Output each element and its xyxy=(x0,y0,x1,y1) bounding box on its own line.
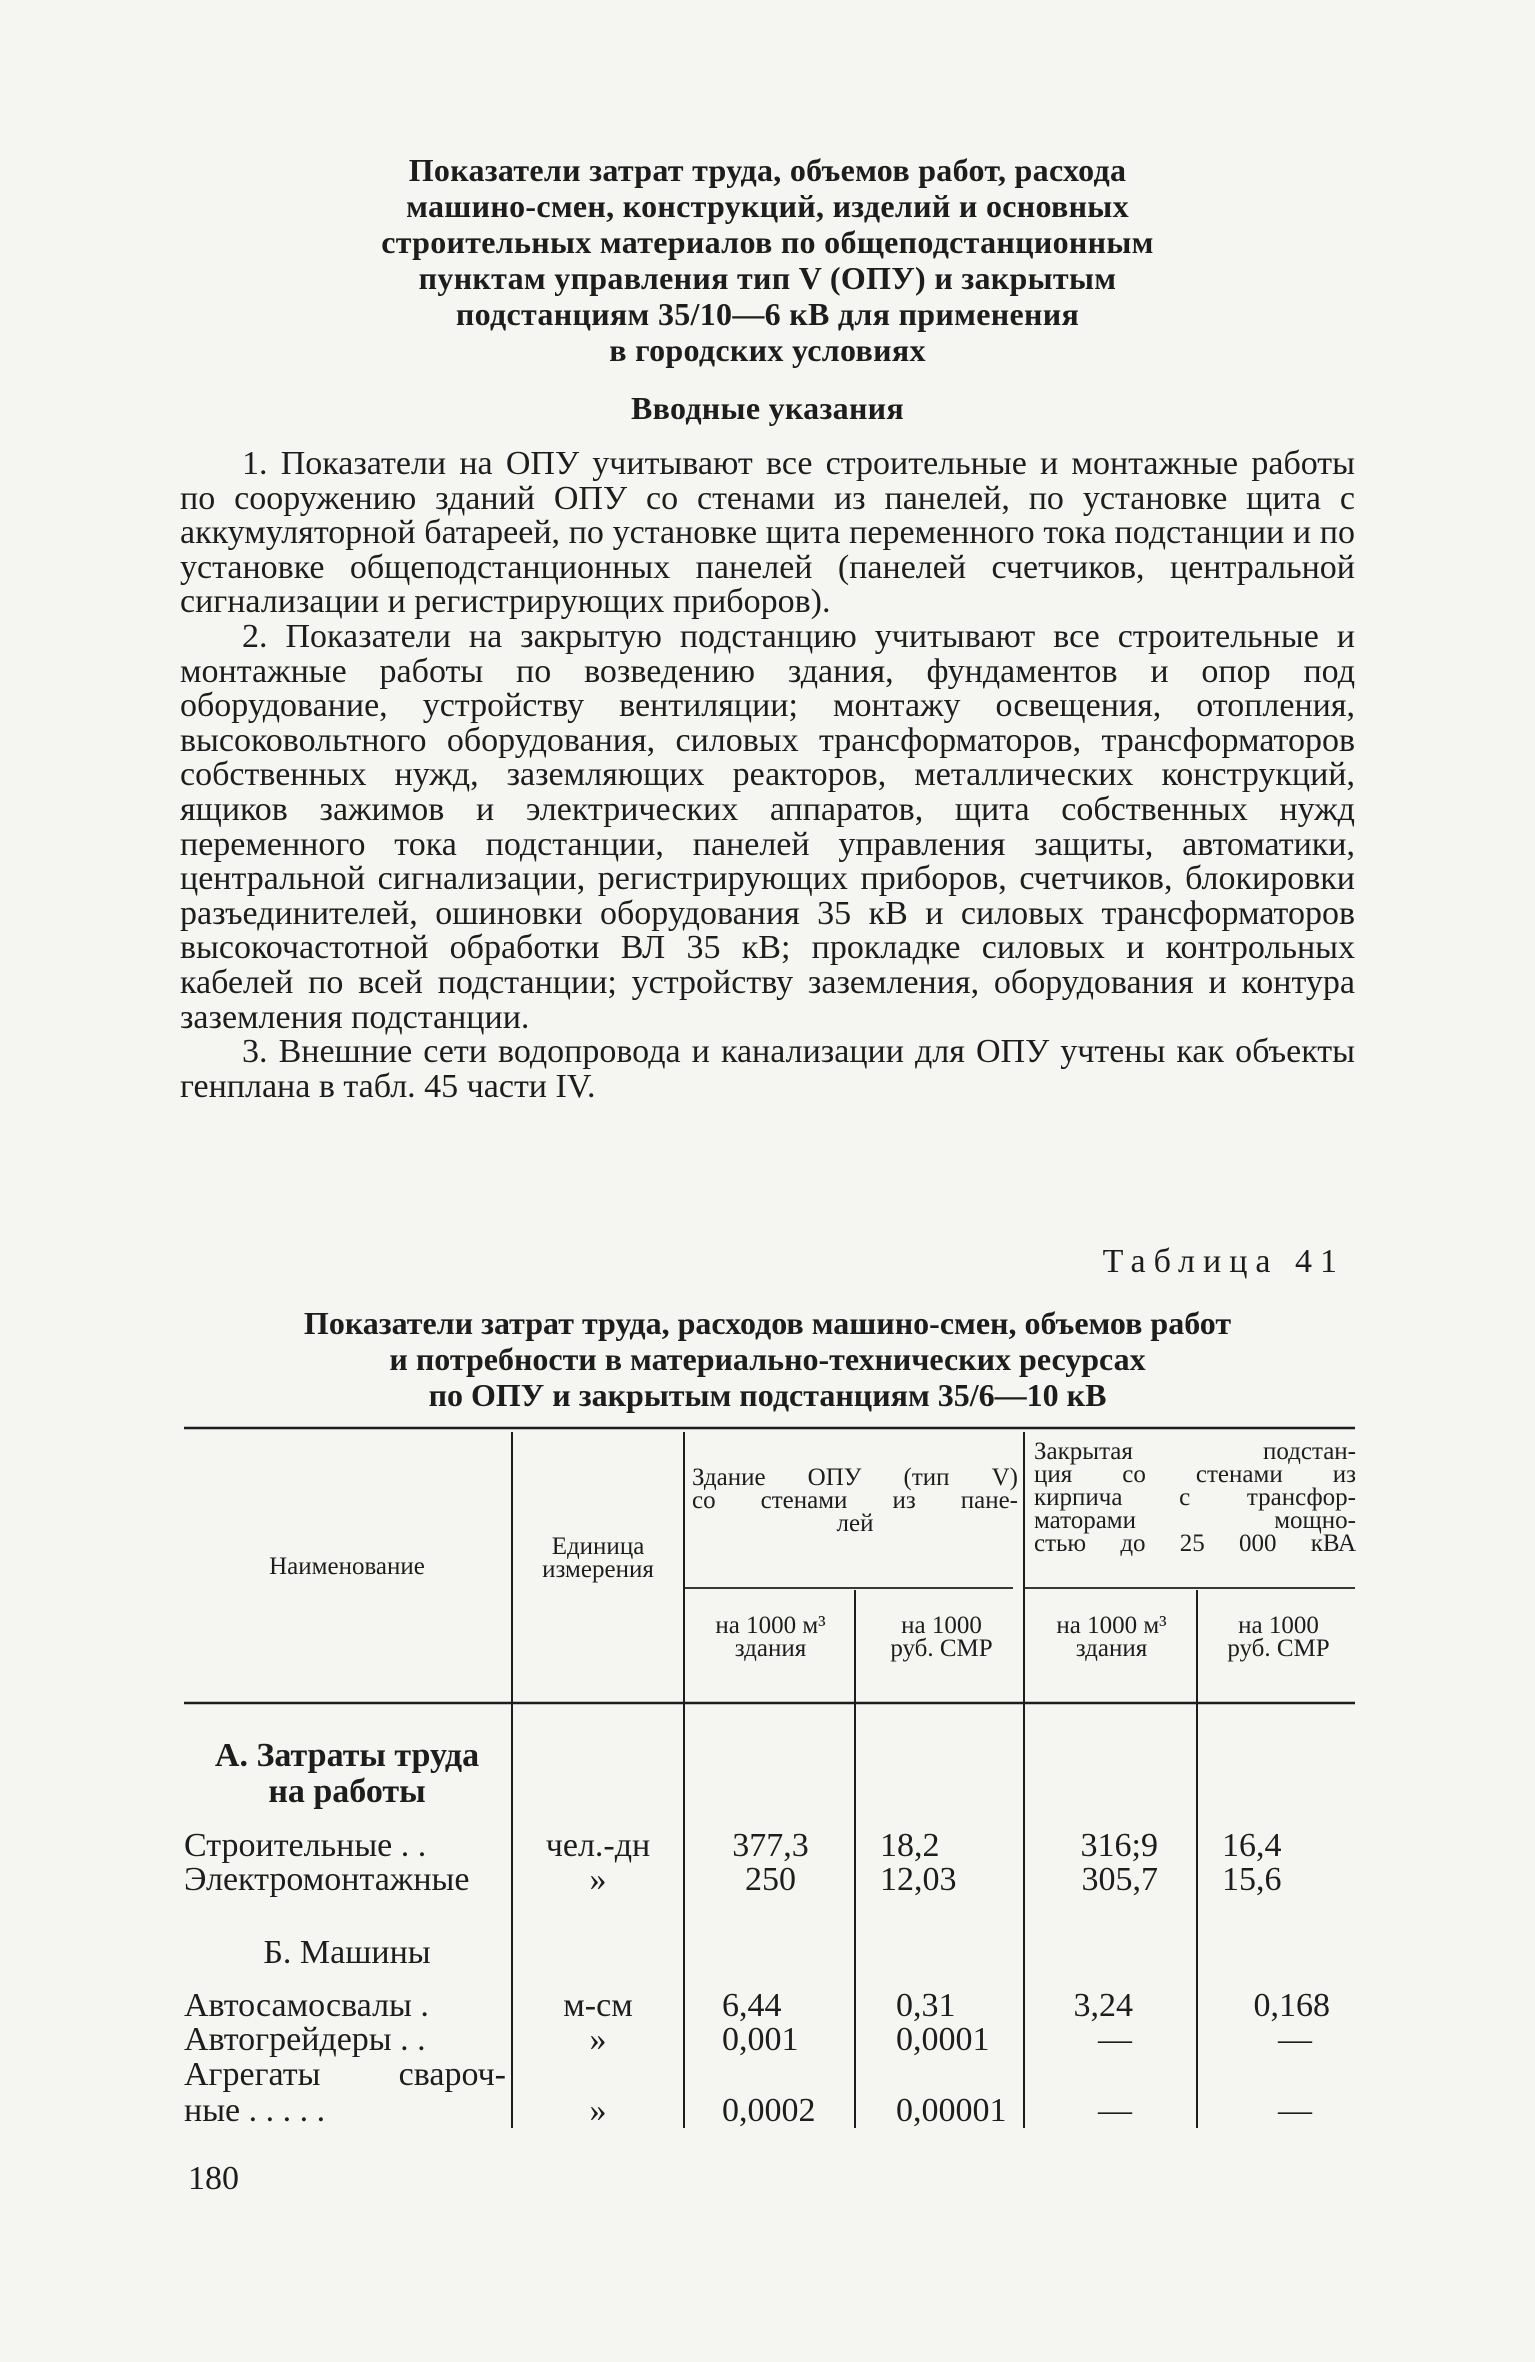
header-per-building-closed xyxy=(1028,1614,1195,1660)
header-subline: на 1000 м³ xyxy=(715,1612,826,1639)
header-subline: здания xyxy=(734,1635,807,1662)
header-unit-line: Единица xyxy=(551,1533,645,1560)
row-value: 18,2 xyxy=(880,1827,940,1864)
header-subline: на 1000 м³ xyxy=(1056,1612,1167,1639)
section-a-line: А. Затраты труда xyxy=(214,1737,480,1774)
paragraph-2: 2. Показатели на закрытую подстанцию учитывают все строительные и монтажные работы по возведению здания, фундаментов и опор под оборудование, устройству вентиляции; монтажу освещения, отопления, высоковольтного оборудования, силовых трансформаторов, трансформаторов собственных нужд, заземляющих реакторов, металлических конструкций, ящиков зажимов и электрических аппаратов, щита собственных нужд переменного тока подстанции, панелей управления защиты, автоматики, центральной сигнализации, регистрирующих приборов, счетчиков, блокировки разъединителей, ошиновки оборудования 35 кВ и силовых трансформаторов высокочастотной обработки ВЛ 35 кВ; прокладке силовых и контрольных кабелей по всей подстанции; устройству заземления, оборудования и контура заземления подстанции. xyxy=(180,617,1355,1036)
table-row xyxy=(184,2022,506,2058)
header-subline: здания xyxy=(1075,1635,1148,1662)
heading-line: в городских условиях xyxy=(609,332,926,368)
row-name: Автосамосвалы . xyxy=(184,1987,429,2024)
section-a-title xyxy=(184,1738,510,1810)
row-value: 0,00001 xyxy=(896,2092,1007,2129)
paragraph-3: 3. Внешние сети водопровода и канализации для ОПУ учтены как объекты генплана в табл. 45 части IV. xyxy=(180,1033,1355,1105)
heading-line: машино-смен, конструкций, изделий и основных xyxy=(406,188,1129,224)
row-value: 316;9 xyxy=(1080,1827,1158,1864)
row-value: 0,168 xyxy=(1253,1987,1330,2024)
header-closed-line: кирпича с трансфор- xyxy=(1034,1484,1356,1511)
row-name: Строительные . . xyxy=(184,1827,427,1864)
table-label: Таблица 41 xyxy=(1102,1243,1345,1280)
heading-line: Показатели затрат труда, объемов работ, расхода xyxy=(408,152,1127,188)
header-subline: на 1000 xyxy=(1238,1612,1319,1639)
heading-line: пунктам управления тип V (ОПУ) и закрытым xyxy=(418,260,1117,296)
header-opu-line: Здание ОПУ (тип V) xyxy=(692,1464,1018,1491)
intro-title: Вводные указания xyxy=(630,390,905,426)
table-title-line: по ОПУ и закрытым подстанциям 35/6—10 кВ xyxy=(428,1377,1107,1413)
row-name: Электромонтажные xyxy=(184,1861,470,1898)
header-subline: на 1000 xyxy=(901,1612,982,1639)
row-unit: » xyxy=(589,2092,607,2129)
header-name: Наименование xyxy=(269,1553,425,1580)
row-value: 305,7 xyxy=(1081,1861,1158,1898)
header-closed-line: Закрытая подстан- xyxy=(1034,1438,1356,1465)
header-opu-line: лей xyxy=(836,1510,874,1537)
header-subline: руб. СМР xyxy=(890,1635,993,1662)
header-subline: руб. СМР xyxy=(1227,1635,1330,1662)
row-value: 377,3 xyxy=(732,1827,809,1864)
header-per-rub-closed xyxy=(1200,1614,1357,1660)
row-value: 0,0001 xyxy=(896,2021,990,2058)
row-name: Агрегаты свароч- xyxy=(184,2056,506,2093)
row-value: — xyxy=(1278,2021,1312,2058)
header-closed-substation xyxy=(1034,1440,1356,1555)
header-closed-line: ция со стенами из xyxy=(1034,1461,1356,1488)
table-row xyxy=(184,1988,506,2024)
row-unit: чел.-дн xyxy=(545,1827,651,1864)
row-value: 3,24 xyxy=(1073,1987,1133,2024)
table-title-line: Показатели затрат труда, расходов машино-смен, объемов работ xyxy=(303,1305,1232,1341)
heading-line: подстанциям 35/10—6 кВ для применения xyxy=(455,296,1080,332)
row-unit: » xyxy=(589,2021,607,2058)
row-name: Автогрейдеры . . xyxy=(184,2021,426,2058)
page-number: 180 xyxy=(188,2160,239,2197)
header-per-rub-opu xyxy=(859,1614,1024,1660)
heading-line: строительных материалов по общеподстанционным xyxy=(381,224,1154,260)
row-value: 0,0002 xyxy=(722,2092,816,2129)
header-unit xyxy=(514,1535,682,1581)
row-value: 16,4 xyxy=(1222,1827,1282,1864)
row-unit: » xyxy=(589,1861,607,1898)
row-value: 6,44 xyxy=(722,1987,782,2024)
table-row xyxy=(184,2057,506,2129)
header-per-building-opu xyxy=(688,1614,853,1660)
row-name: ные . . . . . xyxy=(184,2092,326,2129)
section-b-title: Б. Машины xyxy=(263,1934,431,1971)
row-value: 250 xyxy=(745,1861,796,1898)
row-value: — xyxy=(1098,2092,1132,2129)
header-opu-line: со стенами из пане- xyxy=(692,1487,1018,1514)
row-value: 0,001 xyxy=(722,2021,799,2058)
row-value: — xyxy=(1098,2021,1132,2058)
header-closed-line: маторами мощно- xyxy=(1034,1507,1356,1534)
row-value: 15,6 xyxy=(1222,1861,1282,1898)
section-a-line: на работы xyxy=(268,1773,426,1810)
table-title-line: и потребности в материально-технических ресурсах xyxy=(389,1341,1146,1377)
header-closed-line: стью до 25 000 кВА xyxy=(1034,1530,1356,1557)
header-unit-line: измерения xyxy=(542,1556,654,1583)
row-value: 0,31 xyxy=(896,1987,956,2024)
paragraph-1: 1. Показатели на ОПУ учитывают все строительные и монтажные работы по сооружению зданий ОПУ со стенами из панелей, по установке щита с аккумуляторной батареей, по установке щита переменного тока подстанции и по установке общеподстанционных панелей (панелей счетчиков, центральной сигнализации и регистрирующих приборов). xyxy=(180,445,1355,621)
row-value: 12,03 xyxy=(880,1861,957,1898)
table-row xyxy=(184,1828,506,1864)
table-row xyxy=(184,1862,506,1898)
header-opu xyxy=(692,1466,1018,1535)
row-unit: м-см xyxy=(563,1987,633,2024)
row-value: — xyxy=(1278,2092,1312,2129)
